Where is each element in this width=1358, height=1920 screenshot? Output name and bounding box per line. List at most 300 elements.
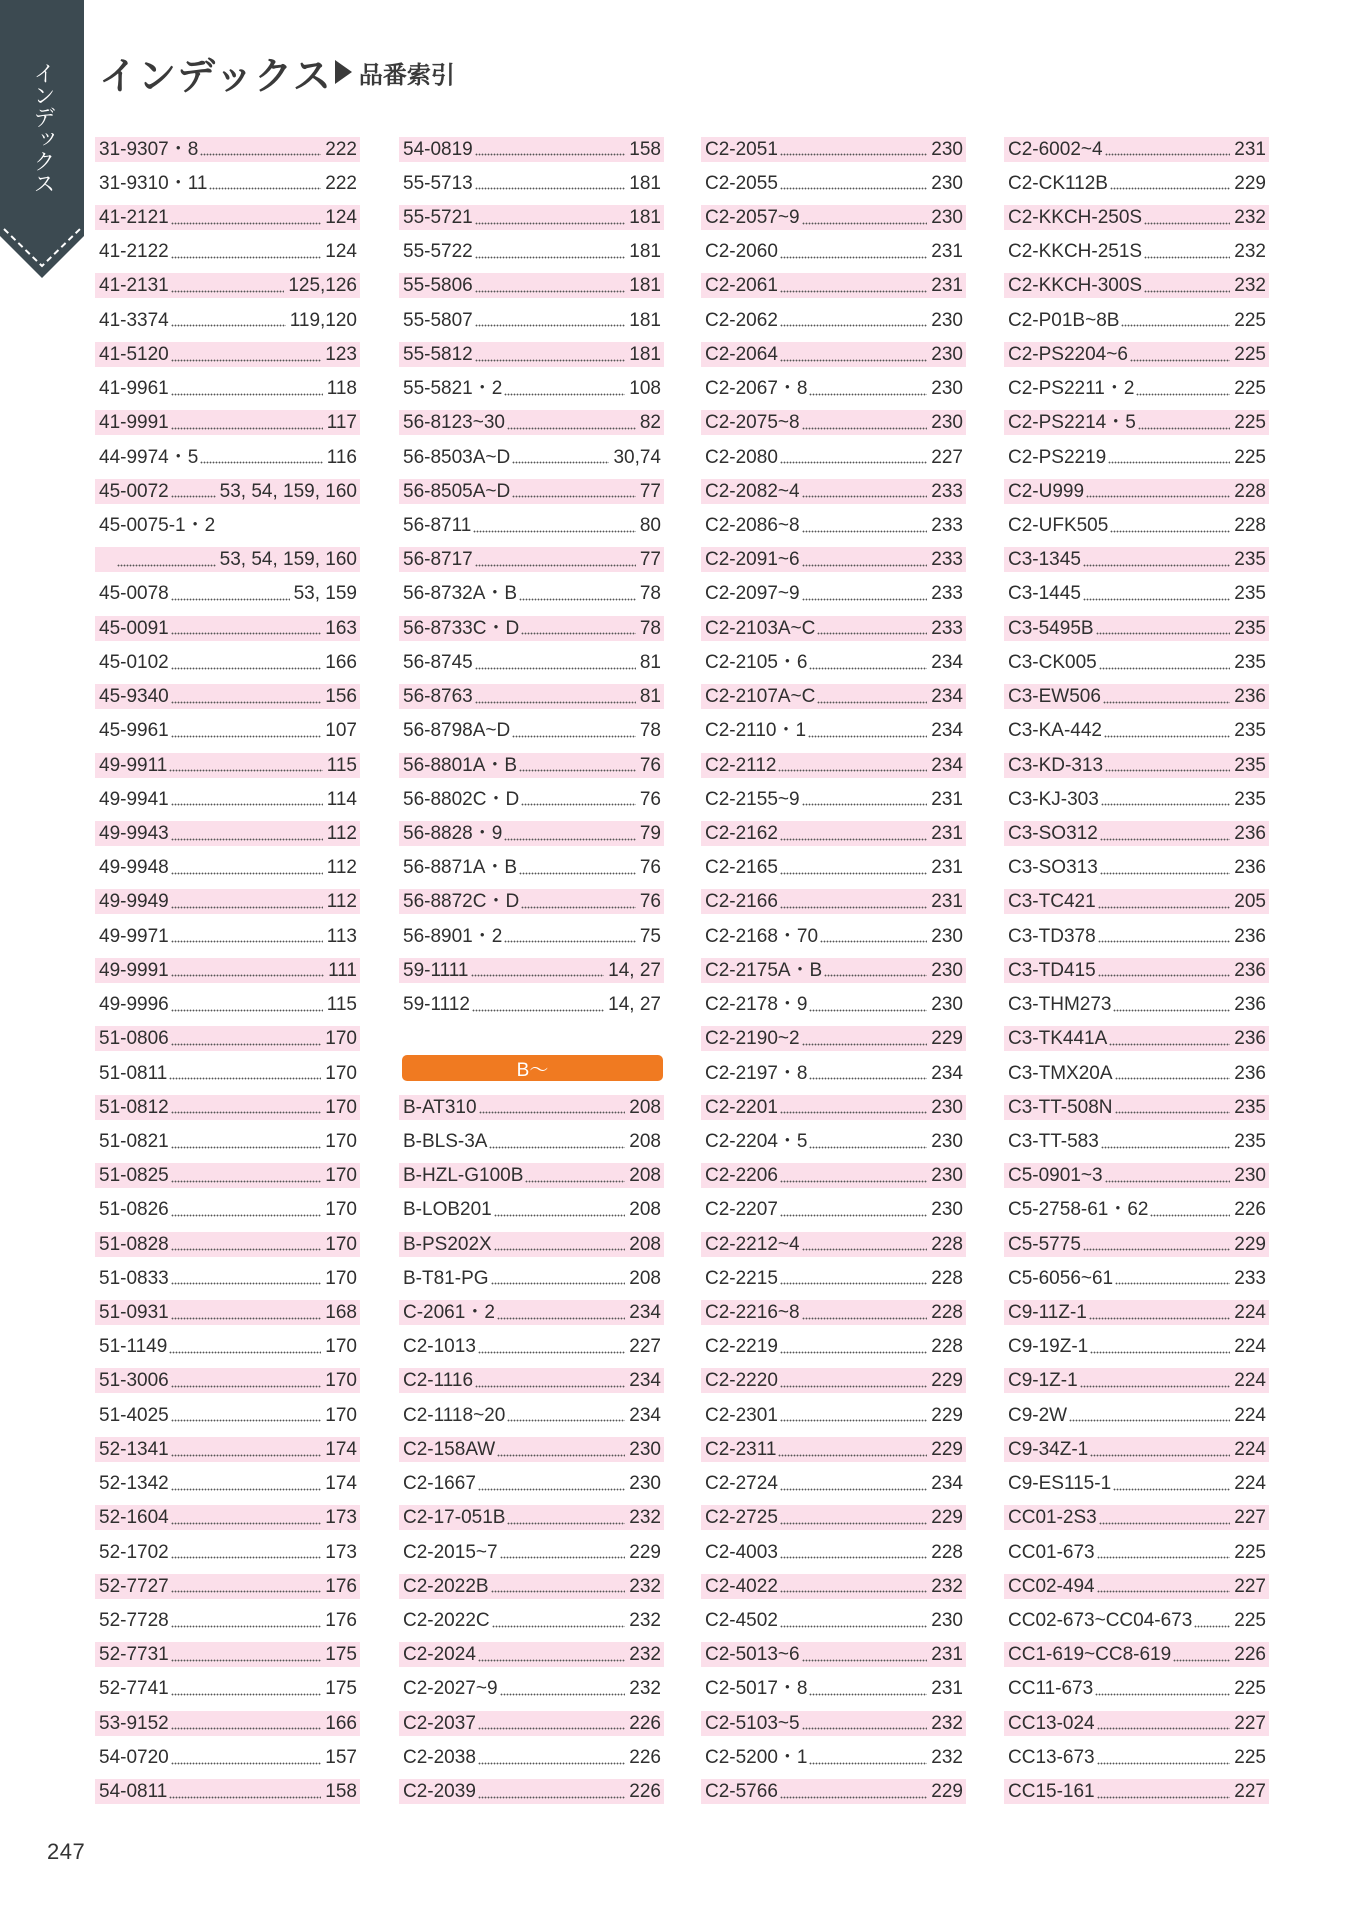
page-reference: 225 bbox=[1234, 1678, 1266, 1700]
index-entry bbox=[701, 200, 966, 234]
dot-leader bbox=[200, 132, 321, 166]
index-entry bbox=[399, 1193, 664, 1227]
page-reference: 175 bbox=[325, 1644, 357, 1666]
part-number: 56-8711 bbox=[403, 515, 472, 537]
part-number: C2-PS2204~6 bbox=[1008, 343, 1128, 365]
dot-leader bbox=[1083, 1227, 1230, 1261]
dot-leader bbox=[171, 1159, 322, 1193]
part-number: C2-2022B bbox=[403, 1575, 489, 1597]
dot-leader bbox=[802, 782, 928, 816]
page-reference: 228 bbox=[931, 1267, 963, 1289]
side-tab-label-container bbox=[0, 62, 84, 194]
dot-leader bbox=[521, 885, 636, 919]
dot-leader bbox=[1095, 1672, 1230, 1706]
page-reference: 173 bbox=[325, 1507, 357, 1529]
part-number: 54-0811 bbox=[99, 1781, 168, 1803]
part-number: C2-2051 bbox=[705, 138, 778, 160]
part-number: 56-8901・2 bbox=[403, 925, 503, 947]
part-number: 45-0075-1・2 bbox=[99, 515, 216, 537]
index-entry bbox=[399, 1090, 664, 1124]
page-reference: 230 bbox=[931, 378, 963, 400]
index-entry bbox=[701, 1295, 966, 1329]
page-reference: 115 bbox=[326, 754, 357, 776]
index-entry bbox=[701, 372, 966, 406]
part-number: C2-2311 bbox=[705, 1438, 777, 1460]
part-number: C2-2105・6 bbox=[705, 651, 808, 673]
dot-leader bbox=[478, 1467, 625, 1501]
index-entry bbox=[399, 577, 664, 611]
part-number: C2-2022C bbox=[403, 1610, 490, 1632]
dot-leader bbox=[171, 919, 323, 953]
part-number: 55-5807 bbox=[403, 309, 473, 331]
page-reference: 76 bbox=[639, 754, 661, 776]
part-number: C2-2062 bbox=[705, 309, 778, 331]
index-entry bbox=[95, 166, 360, 200]
page-reference: 181 bbox=[629, 241, 661, 263]
index-entry bbox=[95, 577, 360, 611]
index-entry bbox=[95, 1090, 360, 1124]
index-entry bbox=[701, 1022, 966, 1056]
dot-leader bbox=[475, 269, 626, 303]
dot-leader bbox=[171, 1467, 322, 1501]
part-number: C2-2178・9 bbox=[705, 994, 808, 1016]
page-reference: 168 bbox=[325, 1302, 357, 1324]
page-reference: 224 bbox=[1234, 1404, 1266, 1426]
index-entry bbox=[399, 166, 664, 200]
index-entry bbox=[1004, 1295, 1269, 1329]
index-entry bbox=[1004, 406, 1269, 440]
part-number: C3-5495B bbox=[1008, 617, 1094, 639]
index-entry bbox=[1004, 1706, 1269, 1740]
dot-leader bbox=[809, 1740, 927, 1774]
index-entry bbox=[1004, 885, 1269, 919]
index-entry bbox=[1004, 1501, 1269, 1535]
page-title bbox=[99, 48, 455, 96]
part-number: 56-8802C・D bbox=[403, 788, 520, 810]
page-reference: 230 bbox=[629, 1438, 661, 1460]
part-number: C2-2037 bbox=[403, 1712, 476, 1734]
index-entry bbox=[701, 1638, 966, 1672]
dot-leader bbox=[817, 611, 927, 645]
page-reference: 30,74 bbox=[613, 446, 661, 468]
page-reference: 229 bbox=[931, 1370, 963, 1392]
part-number: B-T81-PG bbox=[403, 1267, 489, 1289]
index-entry bbox=[1004, 1467, 1269, 1501]
dot-leader bbox=[809, 987, 927, 1021]
part-number: C9-34Z-1 bbox=[1008, 1438, 1089, 1460]
page-reference: 232 bbox=[629, 1610, 661, 1632]
part-number: C3-TT-583 bbox=[1008, 1130, 1099, 1152]
dot-leader bbox=[171, 1227, 322, 1261]
dot-leader bbox=[171, 1672, 322, 1706]
index-entry bbox=[95, 1501, 360, 1535]
part-number: C3-TK441A bbox=[1008, 1028, 1108, 1050]
page-reference: 232 bbox=[629, 1644, 661, 1666]
part-number: 55-5721 bbox=[403, 207, 473, 229]
part-number: 51-0811 bbox=[99, 1062, 168, 1084]
index-entry bbox=[701, 508, 966, 542]
side-tab-label: インデックス bbox=[30, 62, 55, 194]
dot-leader bbox=[504, 372, 625, 406]
index-entry bbox=[1004, 1569, 1269, 1603]
part-number: C2-2080 bbox=[705, 446, 778, 468]
part-number: B-LOB201 bbox=[403, 1199, 492, 1221]
part-number: B-AT310 bbox=[403, 1096, 477, 1118]
part-number: C2-2060 bbox=[705, 241, 778, 263]
part-number: C2-2082~4 bbox=[705, 480, 800, 502]
page-reference: 225 bbox=[1234, 1610, 1266, 1632]
page-reference: 175 bbox=[325, 1678, 357, 1700]
part-number: 54-0819 bbox=[403, 138, 473, 160]
index-column-4 bbox=[1004, 132, 1269, 1809]
part-number: C2-2038 bbox=[403, 1746, 476, 1768]
page-reference: 228 bbox=[1234, 515, 1266, 537]
page-reference: 77 bbox=[639, 480, 661, 502]
part-number: B-PS202X bbox=[403, 1233, 492, 1255]
index-entry bbox=[1004, 474, 1269, 508]
index-entry bbox=[95, 1124, 360, 1158]
dot-leader bbox=[519, 851, 636, 885]
page-reference: 76 bbox=[639, 788, 661, 810]
part-number: C2-2725 bbox=[705, 1507, 778, 1529]
page-reference: 233 bbox=[931, 480, 963, 502]
index-entry bbox=[1004, 1159, 1269, 1193]
part-number: C3-EW506 bbox=[1008, 686, 1101, 708]
part-number: C2-2207 bbox=[705, 1199, 778, 1221]
page-reference: 181 bbox=[629, 275, 661, 297]
page-reference: 235 bbox=[1234, 651, 1266, 673]
part-number: C3-KD-313 bbox=[1008, 754, 1104, 776]
page-reference: 234 bbox=[629, 1370, 661, 1392]
part-number: C2-2057~9 bbox=[705, 207, 800, 229]
index-entry bbox=[95, 1603, 360, 1637]
index-entry bbox=[701, 1364, 966, 1398]
page-reference: 158 bbox=[325, 1781, 357, 1803]
index-entry bbox=[95, 953, 360, 987]
dot-leader bbox=[802, 543, 928, 577]
dot-leader bbox=[1138, 406, 1231, 440]
index-entry bbox=[95, 1330, 360, 1364]
index-entry bbox=[399, 1569, 664, 1603]
index-entry bbox=[95, 132, 360, 166]
dot-leader bbox=[489, 1124, 625, 1158]
dot-leader bbox=[808, 714, 927, 748]
index-entry bbox=[399, 816, 664, 850]
page-reference: 234 bbox=[931, 1473, 963, 1495]
page-reference: 170 bbox=[325, 1404, 357, 1426]
dot-leader bbox=[475, 543, 636, 577]
dot-leader bbox=[1083, 577, 1230, 611]
page-reference: 124 bbox=[325, 207, 357, 229]
part-number: 56-8801A・B bbox=[403, 754, 518, 776]
part-number: 56-8828・9 bbox=[403, 822, 503, 844]
dot-leader bbox=[780, 269, 927, 303]
index-entry bbox=[1004, 303, 1269, 337]
dot-leader bbox=[169, 1775, 321, 1809]
index-entry bbox=[701, 1535, 966, 1569]
dot-leader bbox=[1097, 1740, 1231, 1774]
dot-leader bbox=[512, 474, 636, 508]
index-entry bbox=[399, 235, 664, 269]
dot-leader bbox=[1110, 508, 1230, 542]
dot-leader bbox=[171, 1706, 322, 1740]
page-reference: 224 bbox=[1234, 1438, 1266, 1460]
dot-leader bbox=[1100, 816, 1231, 850]
index-entry bbox=[1004, 235, 1269, 269]
part-number: 51-0833 bbox=[99, 1267, 169, 1289]
index-entry bbox=[95, 200, 360, 234]
dot-leader bbox=[117, 543, 216, 577]
part-number: 56-8505A~D bbox=[403, 480, 511, 502]
page-reference: 117 bbox=[326, 412, 357, 434]
dot-leader bbox=[1130, 337, 1230, 371]
index-entry bbox=[95, 1022, 360, 1056]
part-number: C9-19Z-1 bbox=[1008, 1336, 1089, 1358]
part-number: C2-2166 bbox=[705, 891, 778, 913]
dot-leader bbox=[1098, 919, 1231, 953]
section-heading-row bbox=[399, 1056, 664, 1090]
dot-leader bbox=[802, 474, 928, 508]
index-entry bbox=[701, 1672, 966, 1706]
dot-leader bbox=[802, 1295, 928, 1329]
dot-leader bbox=[780, 235, 927, 269]
dot-leader bbox=[171, 1022, 322, 1056]
page-reference: 208 bbox=[629, 1096, 661, 1118]
page-reference: 76 bbox=[639, 857, 661, 879]
part-number: 52-7731 bbox=[99, 1644, 169, 1666]
dot-leader bbox=[171, 1090, 322, 1124]
part-number: C2-CK112B bbox=[1008, 172, 1108, 194]
part-number: C2-PS2211・2 bbox=[1008, 378, 1135, 400]
part-number: C3-TMX20A bbox=[1008, 1062, 1113, 1084]
index-entry bbox=[1004, 816, 1269, 850]
index-entry bbox=[95, 1740, 360, 1774]
part-number: C3-KJ-303 bbox=[1008, 788, 1099, 810]
part-number: 41-2122 bbox=[99, 241, 169, 263]
part-number: 45-0072 bbox=[99, 480, 169, 502]
page-reference: 208 bbox=[629, 1233, 661, 1255]
page-reference: 53, 54, 159, 160 bbox=[219, 480, 357, 502]
page-reference: 231 bbox=[931, 822, 963, 844]
dot-leader bbox=[497, 1432, 625, 1466]
page-reference: 170 bbox=[325, 1267, 357, 1289]
index-entry bbox=[399, 611, 664, 645]
page-reference: 208 bbox=[629, 1267, 661, 1289]
part-number: C3-SO313 bbox=[1008, 857, 1098, 879]
dot-leader bbox=[478, 1740, 625, 1774]
index-entry bbox=[95, 1295, 360, 1329]
page-reference: 231 bbox=[931, 857, 963, 879]
index-entry bbox=[701, 1227, 966, 1261]
part-number: C2-2027~9 bbox=[403, 1678, 498, 1700]
index-entry bbox=[701, 645, 966, 679]
index-entry bbox=[95, 645, 360, 679]
index-entry bbox=[95, 851, 360, 885]
dot-leader bbox=[171, 269, 285, 303]
index-entry bbox=[1004, 1740, 1269, 1774]
page-reference: 222 bbox=[325, 138, 357, 160]
dot-leader bbox=[471, 953, 605, 987]
index-entry bbox=[1004, 645, 1269, 679]
page-reference: 233 bbox=[931, 617, 963, 639]
part-number: B-BLS-3A bbox=[403, 1130, 488, 1152]
index-entry bbox=[1004, 1193, 1269, 1227]
page-reference: 170 bbox=[325, 1199, 357, 1221]
page-reference: 228 bbox=[931, 1302, 963, 1324]
dot-leader bbox=[491, 1569, 626, 1603]
part-number: C2-2075~8 bbox=[705, 412, 800, 434]
dot-leader bbox=[1101, 782, 1230, 816]
page-subtitle: 品番索引 bbox=[358, 61, 455, 89]
dot-leader bbox=[475, 1364, 625, 1398]
index-entry bbox=[1004, 543, 1269, 577]
part-number: C2-2219 bbox=[705, 1336, 778, 1358]
part-number: 52-7741 bbox=[99, 1678, 169, 1700]
page-reference: 230 bbox=[1234, 1165, 1266, 1187]
dot-leader bbox=[171, 714, 322, 748]
dot-leader bbox=[171, 1603, 322, 1637]
page-reference: 228 bbox=[1234, 480, 1266, 502]
part-number: 49-9991 bbox=[99, 959, 169, 981]
index-entry bbox=[701, 406, 966, 440]
part-number: C5-6056~61 bbox=[1008, 1267, 1114, 1289]
index-entry bbox=[399, 953, 664, 987]
index-entry bbox=[1004, 1056, 1269, 1090]
page-reference: 114 bbox=[326, 788, 357, 810]
dot-leader bbox=[1121, 303, 1230, 337]
dot-leader bbox=[492, 1603, 626, 1637]
index-entry bbox=[95, 508, 360, 542]
page-reference: 229 bbox=[931, 1781, 963, 1803]
dot-leader bbox=[809, 372, 927, 406]
part-number: C2-2301 bbox=[705, 1404, 778, 1426]
part-number: C2-1667 bbox=[403, 1473, 476, 1495]
index-entry bbox=[399, 1398, 664, 1432]
index-entry bbox=[701, 1706, 966, 1740]
dot-leader bbox=[475, 645, 636, 679]
page-reference: 231 bbox=[931, 1644, 963, 1666]
part-number: C2-2162 bbox=[705, 822, 778, 844]
index-entry bbox=[399, 1535, 664, 1569]
page-reference: 231 bbox=[931, 275, 963, 297]
dot-leader bbox=[521, 611, 636, 645]
dot-leader bbox=[171, 200, 322, 234]
dot-leader bbox=[1099, 1501, 1231, 1535]
dot-leader bbox=[521, 782, 636, 816]
page-reference: 229 bbox=[629, 1541, 661, 1563]
dot-leader bbox=[778, 748, 927, 782]
page-reference: 236 bbox=[1234, 959, 1266, 981]
part-number: C2-2168・70 bbox=[705, 925, 819, 947]
index-entry bbox=[95, 748, 360, 782]
page-reference: 230 bbox=[931, 172, 963, 194]
index-entry bbox=[1004, 166, 1269, 200]
dot-leader bbox=[1098, 953, 1231, 987]
index-entry bbox=[701, 303, 966, 337]
page-reference: 235 bbox=[1234, 1096, 1266, 1118]
index-entry bbox=[399, 508, 664, 542]
index-entry bbox=[701, 132, 966, 166]
page-reference: 236 bbox=[1234, 1028, 1266, 1050]
part-number: 31-9307・8 bbox=[99, 138, 199, 160]
part-number: 55-5812 bbox=[403, 343, 473, 365]
index-entry bbox=[399, 372, 664, 406]
index-entry bbox=[1004, 611, 1269, 645]
dot-leader bbox=[1083, 543, 1230, 577]
part-number: C2-1116 bbox=[403, 1370, 474, 1392]
part-number: C9-2W bbox=[1008, 1404, 1068, 1426]
index-entry bbox=[95, 816, 360, 850]
page-reference: 230 bbox=[931, 138, 963, 160]
page-reference: 170 bbox=[325, 1028, 357, 1050]
part-number: C5-5775 bbox=[1008, 1233, 1081, 1255]
index-entry bbox=[95, 1672, 360, 1706]
page-reference: 228 bbox=[931, 1233, 963, 1255]
dot-leader bbox=[475, 200, 626, 234]
index-entry bbox=[399, 919, 664, 953]
part-number: C2-P01B~8B bbox=[1008, 309, 1120, 331]
dot-leader bbox=[1109, 1022, 1230, 1056]
dot-leader bbox=[780, 1535, 927, 1569]
index-entry bbox=[95, 782, 360, 816]
part-number: C2-5766 bbox=[705, 1781, 778, 1803]
page-reference: 157 bbox=[325, 1746, 357, 1768]
page-reference: 112 bbox=[326, 891, 357, 913]
dot-leader bbox=[1097, 1535, 1231, 1569]
page-reference: 225 bbox=[1234, 1541, 1266, 1563]
part-number: 54-0720 bbox=[99, 1746, 169, 1768]
part-number: 49-9941 bbox=[99, 788, 169, 810]
section-spacer bbox=[399, 1022, 664, 1056]
index-entry bbox=[95, 919, 360, 953]
index-entry bbox=[399, 337, 664, 371]
dot-leader bbox=[171, 645, 322, 679]
index-entry bbox=[701, 919, 966, 953]
part-number: C2-2175A・B bbox=[705, 959, 823, 981]
page-reference: 230 bbox=[931, 994, 963, 1016]
part-number: C2-4003 bbox=[705, 1541, 778, 1563]
page-reference: 234 bbox=[931, 720, 963, 742]
part-number: 45-0078 bbox=[99, 583, 169, 605]
part-number: C2-2024 bbox=[403, 1644, 476, 1666]
part-number: 45-0091 bbox=[99, 617, 169, 639]
page-reference: 166 bbox=[325, 651, 357, 673]
dot-leader bbox=[1080, 1364, 1231, 1398]
page-reference: 107 bbox=[325, 720, 357, 742]
part-number: 51-0825 bbox=[99, 1165, 169, 1187]
index-entry bbox=[95, 372, 360, 406]
part-number: C2-2215 bbox=[705, 1267, 778, 1289]
dot-leader bbox=[1097, 1775, 1231, 1809]
dot-leader bbox=[519, 577, 636, 611]
page-reference: 230 bbox=[931, 1199, 963, 1221]
part-number: 51-0812 bbox=[99, 1096, 169, 1118]
dot-leader bbox=[1090, 1330, 1230, 1364]
index-entry bbox=[95, 1432, 360, 1466]
part-number: 49-9996 bbox=[99, 994, 169, 1016]
part-number: C3-TD415 bbox=[1008, 959, 1096, 981]
index-entry bbox=[1004, 1330, 1269, 1364]
dot-leader bbox=[1089, 1295, 1230, 1329]
part-number: 52-7728 bbox=[99, 1610, 169, 1632]
page-reference: 224 bbox=[1234, 1336, 1266, 1358]
part-number: 51-4025 bbox=[99, 1404, 169, 1426]
part-number: 41-3374 bbox=[99, 309, 169, 331]
index-entry bbox=[95, 406, 360, 440]
dot-leader bbox=[780, 337, 927, 371]
part-number: C2-2061 bbox=[705, 275, 778, 297]
index-column-2 bbox=[399, 132, 664, 1809]
